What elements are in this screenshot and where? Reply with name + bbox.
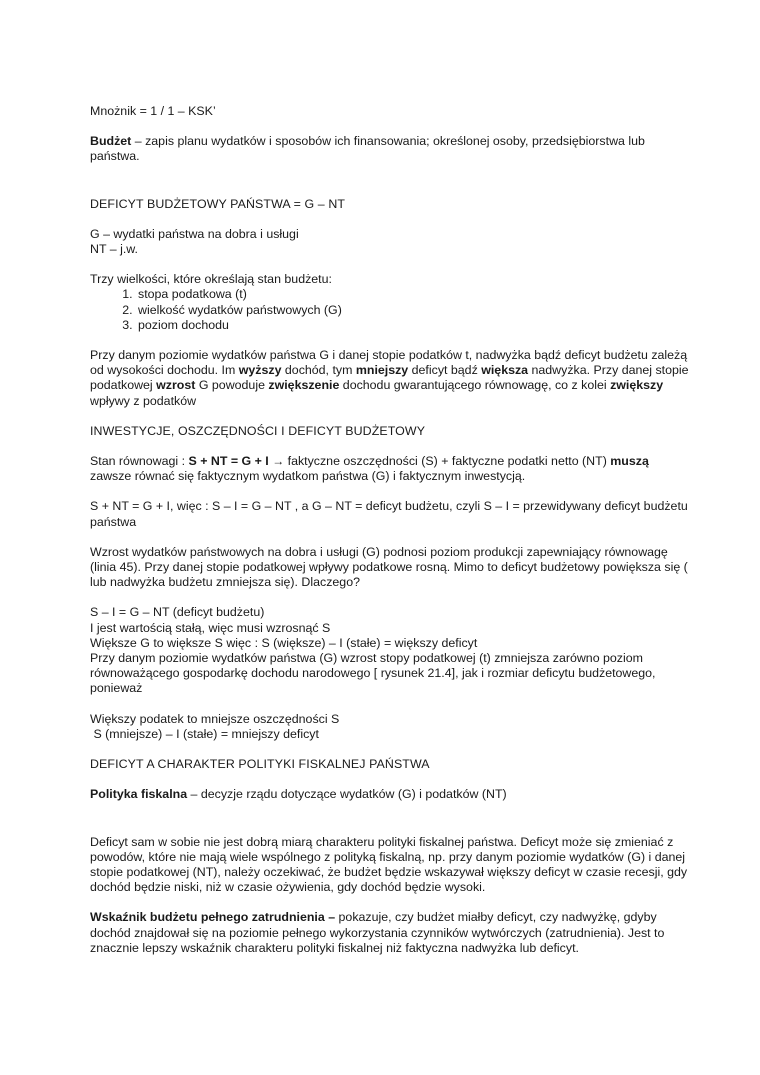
right-arrow-icon: → (272, 454, 285, 469)
text-run: zawsze równać się faktycznym wydatkom państwa (G) i faktycznym inwestycją. (90, 469, 526, 484)
tax-line: S (mniejsze) – I (stałe) = mniejszy deficyt (90, 726, 319, 741)
fiscal-term: Polityka fiskalna (90, 787, 188, 802)
budget-term: Budżet (90, 134, 132, 149)
bold-run: zwiększenie (268, 378, 340, 393)
income-deficit-paragraph (90, 348, 690, 409)
fiscal-text: – decyzje rządu dotyczące wydatków (G) i podatków (NT) (187, 787, 507, 802)
text-run: dochodu gwarantującego równowagę, co z kolei (339, 378, 611, 393)
text-run: G powoduje (195, 378, 269, 393)
heading-investment: INWESTYCJE, OSZCZĘDNOŚCI I DEFICYT BUDŻETOWY (90, 423, 426, 438)
heading-fiscal: DEFICYT A CHARAKTER POLITYKI FISKALNEJ PAŃSTWA (90, 757, 430, 772)
bold-run: wyższy (238, 363, 282, 378)
bold-run: zwiększy (610, 378, 664, 393)
bold-run: większa (481, 363, 529, 378)
budget-definition (90, 134, 690, 164)
list-item: 2. wielkość wydatków państwowych (G) (136, 303, 690, 318)
answer-line: S – I = G – NT (deficyt budżetu) (90, 605, 265, 620)
bold-run: mniejszy (355, 363, 409, 378)
answer-line: Większe G to większe S więc : S (większe) – I (stałe) = większy deficyt (90, 635, 478, 650)
multiplier-formula: Mnożnik = 1 / 1 – KSK’ (90, 104, 216, 118)
bold-run: S + NT = G + I (188, 454, 269, 469)
text-run: deficyt bądź (408, 363, 482, 378)
g-definition: G – wydatki państwa na dobra i usługi (90, 226, 299, 241)
identity-paragraph: S + NT = G + I, więc : S – I = G – NT , a G – NT = deficyt budżetu, czyli S – I = przewidywany deficyt budżetu państwa (90, 499, 688, 529)
full-employment-paragraph (90, 910, 690, 956)
bold-run: muszą (610, 454, 649, 469)
answer-line: Przy danym poziomie wydatków państwa (G) wzrost stopy podatkowej (t) zmniejsza zarówno poziom równoważącego gospodarkę dochodu narodowego [ rysunek 21.4], jak i rozmiar deficytu budżetowego, ponieważ (90, 651, 656, 696)
deficit-paragraph: Deficyt sam w sobie nie jest dobrą miarą charakteru polityki fiskalnej państwa. Deficyt może się zmieniać z powodów, które nie mają wiele wspólnego z polityką fiskalną, np. przy danym poziomie wydatków (G) i danej stopie podatkowej (NT), należy oczekiwać, że budżet będzie wskazywał większy deficyt w czasie recesji, gdy dochód będzie niski, niż w czasie ożywienia, gdy dochód będzie wysoki. (90, 834, 688, 895)
nt-definition: NT – j.w. (90, 242, 138, 257)
full-employment-text: pokazuje, czy budżet miałby deficyt, czy nadwyżkę, gdyby dochód znajdował się na poziomie pełnego wykorzystania czynników wytwórczych (zatrudnienia). Jest to znacznie lepszy wskaźnik charakteru polityki fiskalnej niż faktyczna nadwyżka lub deficyt. (90, 910, 665, 955)
three-quantities-intro: Trzy wielkości, które określają stan budżetu: (90, 272, 332, 287)
list-item: 1. stopa podatkowa (t) (136, 287, 690, 302)
text-run: Stan równowagi : (90, 454, 189, 469)
tax-line: Większy podatek to mniejsze oszczędności S (90, 711, 340, 726)
three-quantities-list (90, 287, 690, 333)
budget-text: – zapis planu wydatków i sposobów ich finansowania; określonej osoby, przedsiębiorstwa lub państwa. (90, 134, 645, 164)
text-run: nadwyżka. Przy danej stopie podatkowej (90, 363, 689, 393)
heading-deficit: DEFICYT BUDŻETOWY PAŃSTWA = G – NT (90, 196, 346, 211)
fiscal-definition (90, 787, 690, 802)
growth-paragraph: Wzrost wydatków państwowych na dobra i usługi (G) podnosi poziom produkcji zapewniający równowagę (linia 45). Przy danej stopie podatkowej wpływy podatkowe rosną. Mimo to deficyt budżetowy powiększa się ( lub nadwyżka budżetu zmniejsza się). Dlaczego? (90, 544, 688, 590)
full-employment-term: Wskaźnik budżetu pełnego zatrudnienia – (90, 910, 336, 925)
text-run: dochód, tym (281, 363, 356, 378)
text-run: faktyczne oszczędności (S) + faktyczne podatki netto (NT) (284, 454, 611, 469)
list-item: 3. poziom dochodu (136, 318, 690, 333)
document-body (90, 104, 690, 956)
text-run: Przy danym poziomie wydatków państwa G i danej stopie podatków t, nadwyżka bądź deficyt budżetu zależą od wysokości dochodu. Im (90, 348, 688, 378)
equilibrium-paragraph (90, 454, 690, 484)
text-run: wpływy z podatków (90, 393, 197, 408)
bold-run: wzrost (156, 378, 196, 393)
answer-line: I jest wartością stałą, więc musi wzrosnąć S (90, 620, 331, 635)
